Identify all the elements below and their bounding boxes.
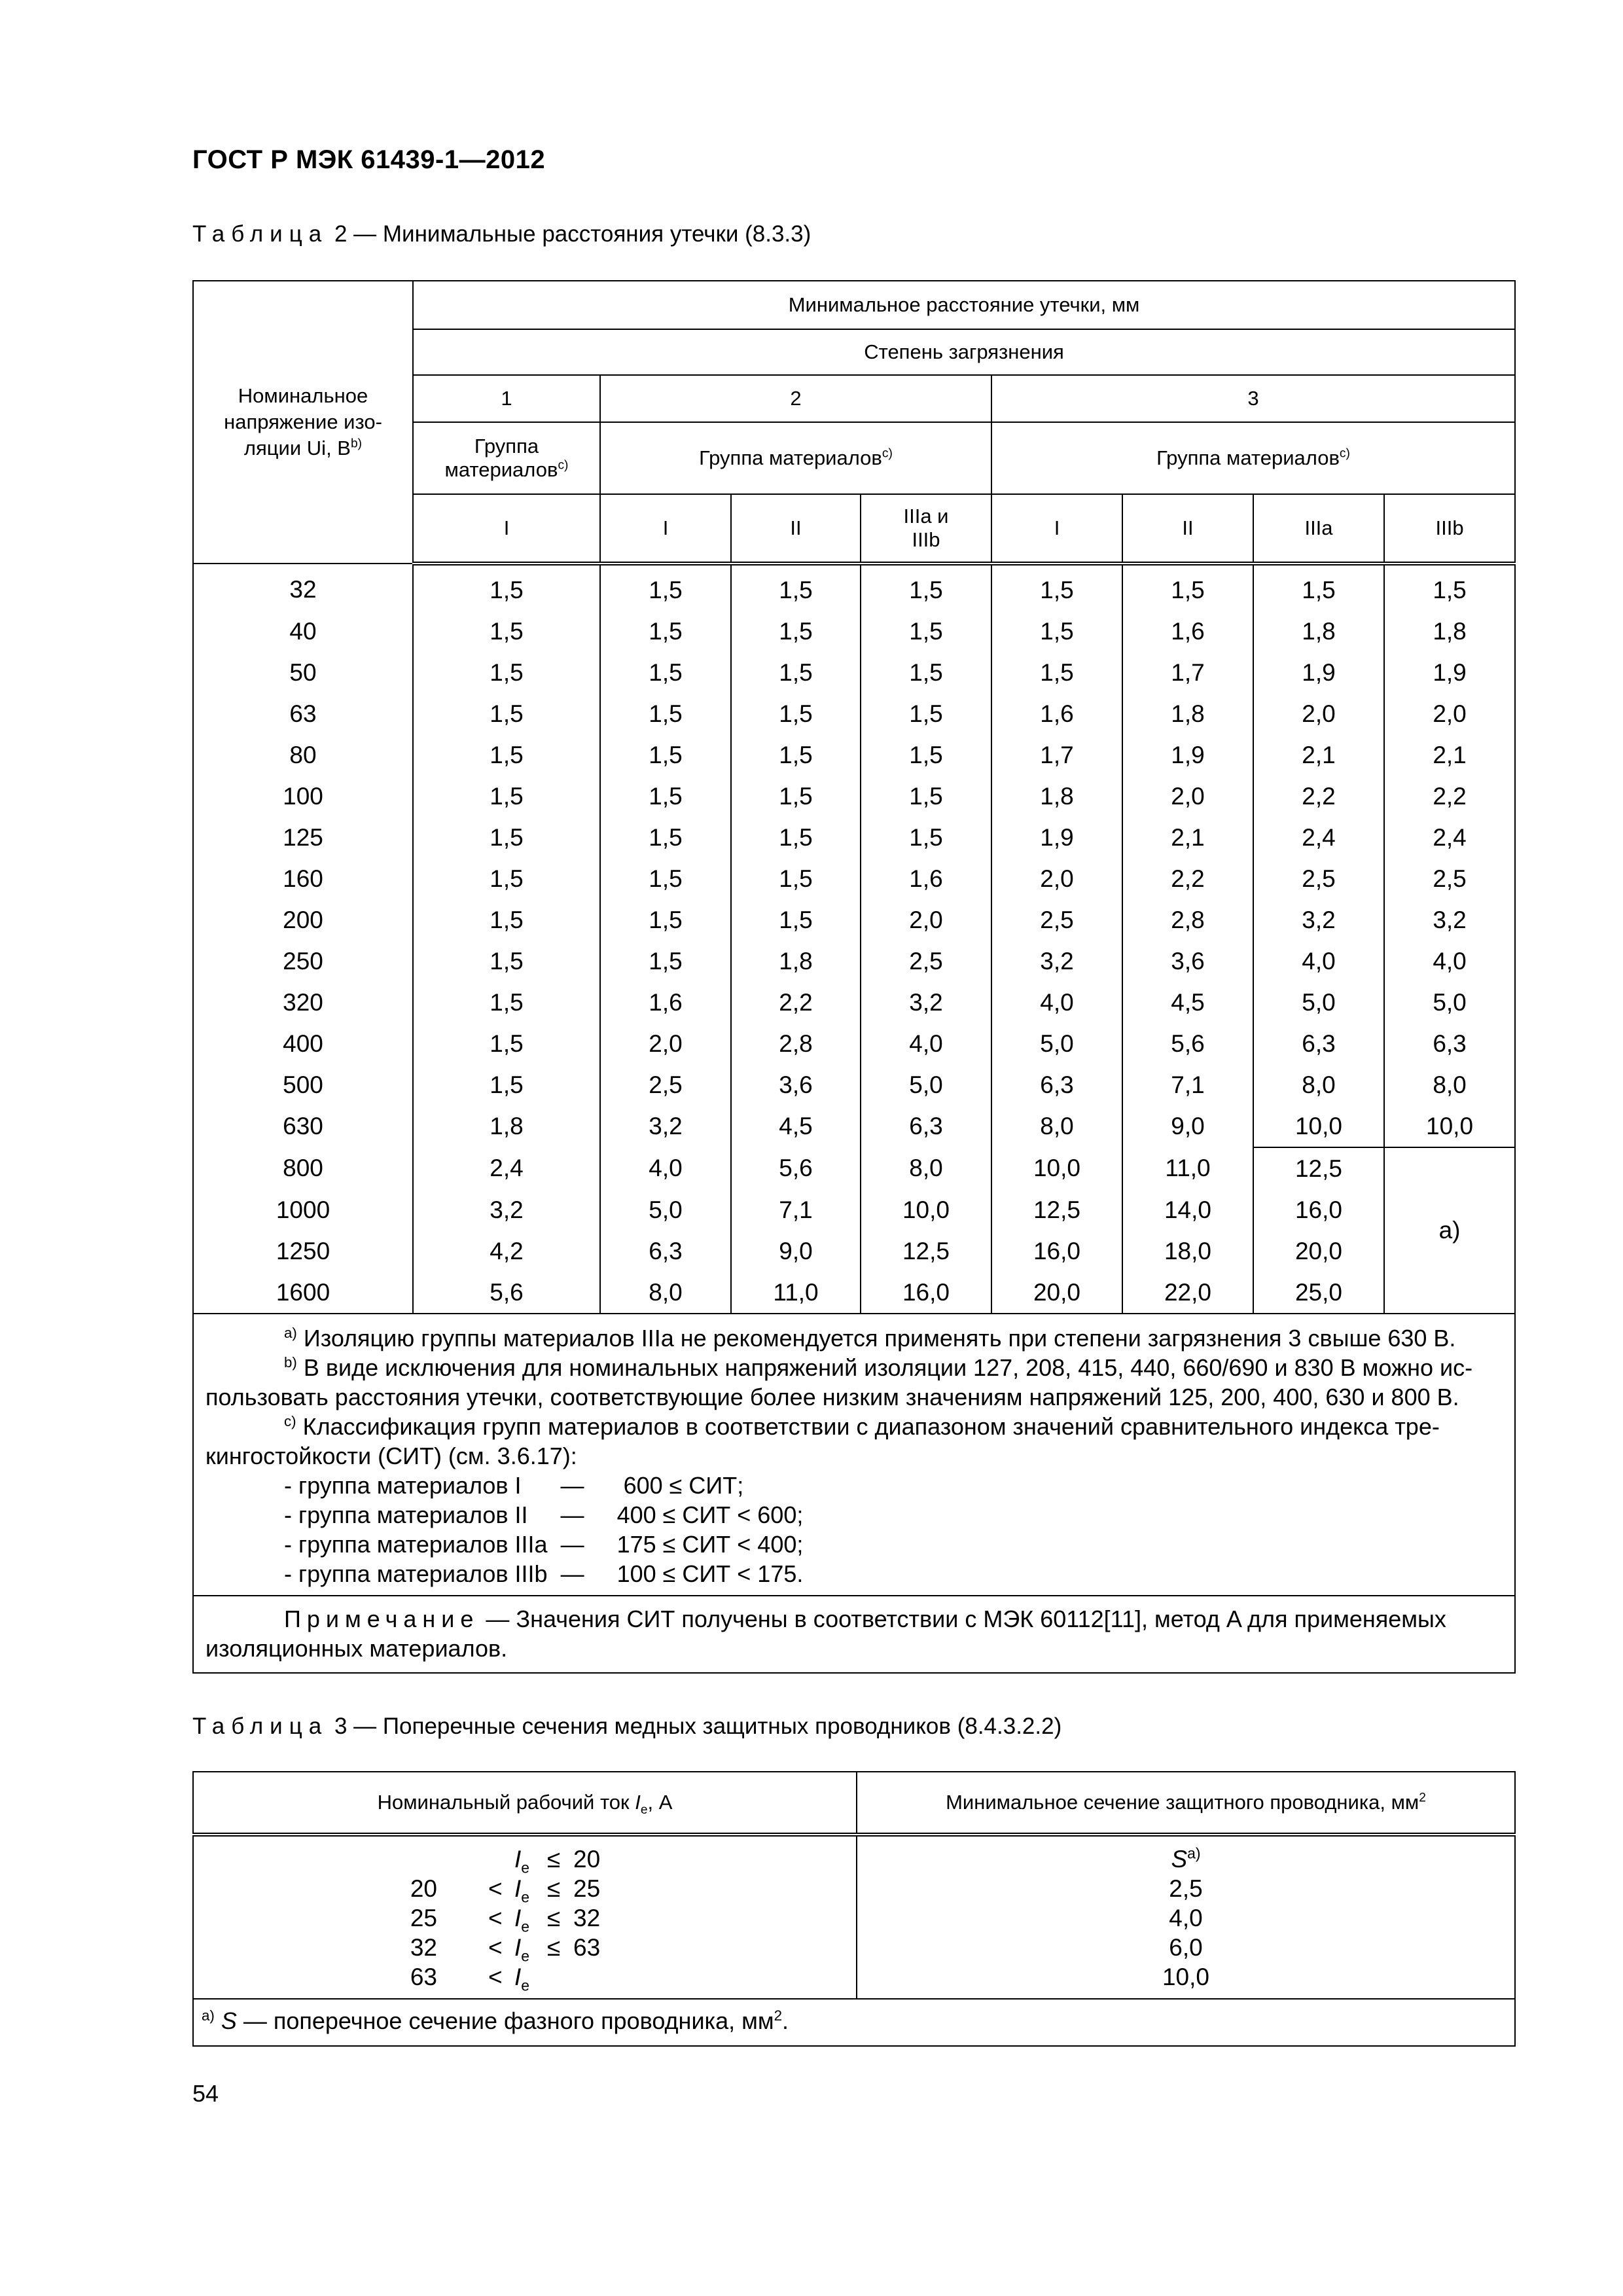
creepage-cell: 5,0 — [1253, 982, 1384, 1023]
note-line1 — [205, 1604, 1503, 1634]
condition-op1: < — [488, 1964, 503, 1990]
creepage-cell: 12,5 — [861, 1230, 991, 1272]
condition-op1: < — [488, 1875, 503, 1902]
current-condition — [194, 1903, 856, 1933]
creepage-cell: 2,2 — [1122, 858, 1253, 899]
creepage-cell: 2,0 — [600, 1023, 731, 1064]
creepage-cell: 1,5 — [861, 776, 991, 817]
header-min-section-sup: 2 — [1419, 1791, 1426, 1805]
creepage-cell: 1,5 — [861, 652, 991, 693]
table2-caption — [192, 221, 811, 247]
voltage-cell: 320 — [193, 982, 413, 1023]
creepage-cell: 4,5 — [731, 1105, 861, 1147]
creepage-cell: 2,4 — [413, 1147, 600, 1189]
creepage-cell: 2,8 — [1122, 899, 1253, 941]
section-value: 6,0 — [1169, 1934, 1203, 1961]
creepage-cell: 22,0 — [1122, 1272, 1253, 1314]
header-rated-current-symbol: I — [635, 1791, 641, 1814]
creepage-cell: 4,0 — [1253, 941, 1384, 982]
row-header-sup: b) — [350, 437, 363, 451]
material-group-item: - группа материалов I — 600 ≤ СИТ; — [284, 1472, 744, 1499]
creepage-cell: 1,5 — [600, 858, 731, 899]
creepage-cell: 11,0 — [1122, 1147, 1253, 1189]
creepage-cell: 4,0 — [600, 1147, 731, 1189]
row-header-line3: ляции Ui, В — [243, 437, 351, 459]
table3-footnote-sup: a) — [202, 2007, 215, 2024]
voltage-cell: 400 — [193, 1023, 413, 1064]
footnote-a — [205, 1323, 1503, 1353]
creepage-cell: 2,4 — [1384, 817, 1515, 858]
header-min-creepage: Минимальное расстояние утечки, мм — [413, 281, 1515, 329]
creepage-cell: 3,6 — [1122, 941, 1253, 982]
creepage-cell: 5,0 — [861, 1064, 991, 1105]
condition-symbol — [514, 1903, 529, 1933]
creepage-cell: 8,0 — [1384, 1064, 1515, 1105]
creepage-cell: 3,2 — [600, 1105, 731, 1147]
condition-lower: 25 — [410, 1905, 437, 1931]
creepage-cell: 1,5 — [600, 564, 731, 611]
creepage-cell: 14,0 — [1122, 1189, 1253, 1230]
table-row — [193, 1147, 1515, 1189]
voltage-cell: 1600 — [193, 1272, 413, 1314]
creepage-cell: 7,1 — [731, 1189, 861, 1230]
creepage-cell: 1,5 — [731, 817, 861, 858]
creepage-cell: 10,0 — [861, 1189, 991, 1230]
creepage-cell: 1,9 — [1253, 652, 1384, 693]
footnote-c-text1: Классификация групп материалов в соответствии с диапазоном значений сравнительного индекса тре- — [296, 1413, 1440, 1440]
voltage-cell: 250 — [193, 941, 413, 982]
header-group-p3 — [991, 422, 1515, 494]
condition-lower: 32 — [410, 1934, 437, 1961]
creepage-cell: 1,5 — [600, 817, 731, 858]
header-pollution-3: 3 — [991, 375, 1515, 422]
condition-symbol — [514, 1933, 530, 1965]
creepage-cell: 4,2 — [413, 1230, 600, 1272]
creepage-cell: 1,5 — [600, 776, 731, 817]
creepage-cell: 8,0 — [991, 1105, 1122, 1147]
creepage-cell: 1,5 — [731, 564, 861, 611]
header-pollution-2: 2 — [600, 375, 991, 422]
condition-op1: < — [488, 1934, 503, 1961]
subcol-p2-IIIab-line1: IIIa и — [903, 505, 949, 528]
creepage-cell: 1,5 — [600, 734, 731, 776]
creepage-cell: 11,0 — [731, 1272, 861, 1314]
table-row — [193, 1105, 1515, 1147]
creepage-cell: 2,2 — [731, 982, 861, 1023]
merged-footnote-cell: a) — [1384, 1147, 1515, 1314]
creepage-cell: 1,6 — [600, 982, 731, 1023]
condition-symbol-sub: e — [521, 1918, 530, 1935]
creepage-cell: 1,5 — [861, 693, 991, 734]
material-group-item: - группа материалов IIIa — 175 ≤ СИТ < 400; — [284, 1531, 804, 1558]
creepage-cell: 1,6 — [1122, 611, 1253, 652]
creepage-cell: 1,5 — [413, 693, 600, 734]
voltage-cell: 1250 — [193, 1230, 413, 1272]
current-condition — [194, 1962, 856, 1992]
header-rated-current-unit: , А — [647, 1791, 673, 1814]
creepage-cell: 10,0 — [1384, 1105, 1515, 1147]
creepage-cell: 1,5 — [413, 652, 600, 693]
creepage-cell: 1,5 — [413, 899, 600, 941]
creepage-cell: 1,5 — [413, 817, 600, 858]
creepage-cell: 1,5 — [861, 611, 991, 652]
voltage-cell: 80 — [193, 734, 413, 776]
creepage-cell: 1,5 — [413, 982, 600, 1023]
creepage-cell: 16,0 — [1253, 1189, 1384, 1230]
table3-footnote-S: S — [221, 2007, 237, 2034]
creepage-cell: 3,2 — [861, 982, 991, 1023]
creepage-cell: 1,5 — [413, 1064, 600, 1105]
creepage-cell: 1,5 — [731, 734, 861, 776]
voltage-cell: 630 — [193, 1105, 413, 1147]
creepage-cell: 4,0 — [1384, 941, 1515, 982]
group-p2-label: Группа материалов — [699, 446, 882, 469]
table3-footnote-end: . — [782, 2007, 789, 2034]
section-value-S-sup: a) — [1187, 1844, 1201, 1862]
current-condition — [194, 1933, 856, 1965]
condition-symbol-I: I — [514, 1934, 522, 1961]
creepage-cell: 6,3 — [861, 1105, 991, 1147]
table-row — [193, 1023, 1515, 1064]
creepage-cell: 1,5 — [731, 693, 861, 734]
subcol-p2-IIIab-line2: IIIb — [912, 528, 940, 551]
creepage-cell: 1,5 — [991, 652, 1122, 693]
subcol-p3-II: II — [1122, 494, 1253, 564]
subcol-p1-I: I — [413, 494, 600, 564]
subcol-p3-IIIb: IIIb — [1384, 494, 1515, 564]
voltage-cell: 160 — [193, 858, 413, 899]
condition-op2: ≤ — [547, 1846, 561, 1873]
condition-op2: ≤ — [547, 1905, 561, 1931]
material-group-item: - группа материалов II — 400 ≤ СИТ < 600; — [284, 1501, 804, 1528]
table3-footnote-sup2: 2 — [774, 2007, 783, 2024]
voltage-cell: 1000 — [193, 1189, 413, 1230]
subcol-p2-I: I — [600, 494, 731, 564]
section-value: 2,5 — [1169, 1875, 1203, 1902]
footnote-c-sup: c) — [284, 1413, 296, 1429]
row-header-voltage — [193, 281, 413, 564]
creepage-cell: 2,4 — [1253, 817, 1384, 858]
header-rated-current-text: Номинальный рабочий ток — [377, 1791, 635, 1814]
creepage-cell: 1,5 — [861, 817, 991, 858]
creepage-cell: 1,5 — [413, 1023, 600, 1064]
row-header-line1: Номинальное — [238, 384, 368, 407]
voltage-cell: 40 — [193, 611, 413, 652]
creepage-cell: 12,5 — [1253, 1147, 1384, 1189]
creepage-cell: 6,3 — [991, 1064, 1122, 1105]
table3-caption-label: Таблица — [192, 1713, 329, 1739]
creepage-cell: 5,6 — [1122, 1023, 1253, 1064]
creepage-cell: 4,0 — [861, 1023, 991, 1064]
table2-note — [193, 1596, 1515, 1673]
section-value-S: S — [1171, 1846, 1188, 1873]
subcol-p2-IIIab — [861, 494, 991, 564]
table2-body — [193, 564, 1515, 1314]
creepage-cell: 3,2 — [1253, 899, 1384, 941]
footnote-b-cont: пользовать расстояния утечки, соответствующие более низким значениям напряжений 125, 200, 400, 630 и 800 В. — [205, 1384, 1459, 1410]
table3-footnote — [193, 1999, 1515, 2046]
creepage-cell: 3,6 — [731, 1064, 861, 1105]
voltage-cell: 125 — [193, 817, 413, 858]
table2-caption-text: 2 — Минимальные расстояния утечки (8.3.3) — [328, 221, 812, 247]
table-row — [193, 899, 1515, 941]
creepage-cell: 8,0 — [1253, 1064, 1384, 1105]
condition-symbol-sub: e — [521, 1947, 530, 1965]
section-value: 4,0 — [1169, 1905, 1203, 1931]
creepage-cell: 5,0 — [991, 1023, 1122, 1064]
creepage-cell: 1,5 — [731, 652, 861, 693]
creepage-cell: 1,5 — [1253, 564, 1384, 611]
creepage-cell: 2,8 — [731, 1023, 861, 1064]
condition-upper: 20 — [573, 1846, 601, 1873]
creepage-cell: 2,0 — [1384, 693, 1515, 734]
note-text1: — Значения СИТ получены в соответствии с МЭК 60112[11], метод A для применяемых — [479, 1605, 1446, 1632]
condition-op1: < — [488, 1905, 503, 1931]
header-pollution-degree: Степень загрязнения — [413, 329, 1515, 375]
condition-symbol-sub: e — [521, 1977, 530, 1994]
condition-symbol-sub: e — [521, 1888, 530, 1906]
current-conditions — [193, 1835, 857, 1999]
table-row — [193, 776, 1515, 817]
creepage-cell: 18,0 — [1122, 1230, 1253, 1272]
condition-symbol-sub: e — [521, 1859, 530, 1876]
group-p1-line2: материалов — [444, 458, 558, 481]
condition-symbol-I: I — [514, 1964, 522, 1990]
creepage-cell: 1,5 — [1122, 564, 1253, 611]
section-value: 10,0 — [1162, 1964, 1209, 1990]
note-line2: изоляционных материалов. — [205, 1635, 508, 1662]
condition-op2: ≤ — [547, 1875, 561, 1902]
creepage-cell: 16,0 — [861, 1272, 991, 1314]
note-label: Примечание — [284, 1605, 480, 1632]
table3-footnote-text: — поперечное сечение фазного проводника, мм — [236, 2007, 774, 2034]
voltage-cell: 500 — [193, 1064, 413, 1105]
creepage-cell: 8,0 — [861, 1147, 991, 1189]
condition-lower: 63 — [410, 1964, 437, 1990]
creepage-cell: 2,1 — [1384, 734, 1515, 776]
condition-upper: 63 — [573, 1934, 601, 1961]
footnote-a-text: Изоляцию группы материалов IIIa не рекомендуется применять при степени загрязнения 3 свыше 630 В. — [296, 1325, 1456, 1352]
header-rated-current-sub: e — [640, 1803, 648, 1818]
header-group-p1 — [413, 422, 600, 494]
creepage-cell: 2,2 — [1253, 776, 1384, 817]
table3-caption — [192, 1713, 1061, 1740]
condition-symbol-I: I — [514, 1905, 522, 1931]
creepage-cell: 6,3 — [1253, 1023, 1384, 1064]
table-row — [193, 982, 1515, 1023]
group-p2-sup: c) — [882, 446, 893, 461]
condition-lower: 20 — [410, 1875, 437, 1902]
creepage-cell: 1,6 — [991, 693, 1122, 734]
condition-upper: 25 — [573, 1875, 601, 1902]
creepage-cell: 2,0 — [861, 899, 991, 941]
table-row — [193, 1189, 1515, 1230]
creepage-cell: 5,0 — [1384, 982, 1515, 1023]
condition-symbol — [514, 1874, 530, 1906]
voltage-cell: 50 — [193, 652, 413, 693]
creepage-cell: 10,0 — [1253, 1105, 1384, 1147]
table3-caption-text: 3 — Поперечные сечения медных защитных проводников (8.4.3.2.2) — [328, 1713, 1062, 1739]
creepage-cell: 20,0 — [991, 1272, 1122, 1314]
table-row — [193, 564, 1515, 611]
creepage-cell: 1,5 — [413, 734, 600, 776]
group-p1-line1: Группа — [474, 435, 539, 457]
creepage-cell: 1,5 — [600, 693, 731, 734]
condition-symbol-I: I — [514, 1846, 522, 1873]
creepage-cell: 1,5 — [413, 941, 600, 982]
header-min-section — [857, 1772, 1515, 1835]
creepage-cell: 2,0 — [1253, 693, 1384, 734]
condition-symbol-I: I — [514, 1875, 522, 1902]
creepage-cell: 1,5 — [600, 941, 731, 982]
creepage-cell: 1,5 — [731, 611, 861, 652]
creepage-cell: 9,0 — [731, 1230, 861, 1272]
creepage-cell: 1,8 — [731, 941, 861, 982]
creepage-cell: 1,5 — [413, 776, 600, 817]
creepage-cell: 5,0 — [600, 1189, 731, 1230]
footnote-b-sup: b) — [284, 1354, 297, 1371]
voltage-cell: 800 — [193, 1147, 413, 1189]
group-p3-label: Группа материалов — [1156, 446, 1340, 469]
table-row — [193, 1064, 1515, 1105]
header-pollution-1: 1 — [413, 375, 600, 422]
table-row — [193, 817, 1515, 858]
creepage-cell: 1,7 — [1122, 652, 1253, 693]
creepage-cell: 1,9 — [1384, 652, 1515, 693]
section-value-first — [857, 1844, 1514, 1874]
creepage-cell: 2,1 — [1122, 817, 1253, 858]
creepage-cell: 1,5 — [731, 899, 861, 941]
creepage-cell: 2,5 — [600, 1064, 731, 1105]
footnote-c-cont: кингостойкости (СИТ) (см. 3.6.17): — [205, 1443, 577, 1469]
creepage-cell: 1,5 — [600, 611, 731, 652]
page-number: 54 — [192, 2080, 219, 2107]
section-values — [857, 1835, 1515, 1999]
creepage-cell: 7,1 — [1122, 1064, 1253, 1105]
creepage-cell: 10,0 — [991, 1147, 1122, 1189]
creepage-cell: 16,0 — [991, 1230, 1122, 1272]
creepage-cell: 1,5 — [991, 611, 1122, 652]
subcol-p2-II: II — [731, 494, 861, 564]
creepage-cell: 1,9 — [1122, 734, 1253, 776]
creepage-cell: 20,0 — [1253, 1230, 1384, 1272]
creepage-cell: 1,5 — [731, 776, 861, 817]
table-row — [193, 1272, 1515, 1314]
current-condition — [194, 1874, 856, 1906]
creepage-cell: 5,6 — [413, 1272, 600, 1314]
footnote-a-sup: a) — [284, 1325, 297, 1341]
creepage-cell: 2,1 — [1253, 734, 1384, 776]
footnote-b-text1: В виде исключения для номинальных напряжений изоляции 127, 208, 415, 440, 660/690 и 830 В можно ис- — [296, 1354, 1473, 1381]
creepage-cell: 5,6 — [731, 1147, 861, 1189]
footnote-b — [205, 1353, 1503, 1382]
group-p3-sup: c) — [1339, 446, 1350, 461]
creepage-cell: 1,9 — [991, 817, 1122, 858]
creepage-cell: 2,5 — [1253, 858, 1384, 899]
subcol-p3-I: I — [991, 494, 1122, 564]
row-header-line2: напряжение изо- — [224, 410, 382, 433]
creepage-cell: 3,2 — [413, 1189, 600, 1230]
creepage-cell: 25,0 — [1253, 1272, 1384, 1314]
document-header: ГОСТ Р МЭК 61439-1—2012 — [192, 145, 546, 174]
subcol-p3-IIIa: IIIa — [1253, 494, 1384, 564]
current-condition — [194, 1844, 856, 1874]
table2-caption-label: Таблица — [192, 221, 329, 247]
creepage-cell: 3,2 — [991, 941, 1122, 982]
creepage-cell: 1,8 — [1253, 611, 1384, 652]
creepage-cell: 1,8 — [413, 1105, 600, 1147]
creepage-cell: 1,5 — [991, 564, 1122, 611]
creepage-cell: 1,8 — [991, 776, 1122, 817]
creepage-cell: 1,6 — [861, 858, 991, 899]
creepage-cell: 6,3 — [600, 1230, 731, 1272]
header-min-section-text: Минимальное сечение защитного проводника, мм — [946, 1791, 1419, 1814]
table-row — [193, 941, 1515, 982]
table-row — [193, 734, 1515, 776]
creepage-cell: 12,5 — [991, 1189, 1122, 1230]
table-row — [193, 611, 1515, 652]
voltage-cell: 200 — [193, 899, 413, 941]
voltage-cell: 100 — [193, 776, 413, 817]
creepage-cell: 4,0 — [991, 982, 1122, 1023]
creepage-cell: 2,5 — [861, 941, 991, 982]
creepage-cell: 1,5 — [413, 858, 600, 899]
table-row — [193, 652, 1515, 693]
creepage-cell: 1,5 — [413, 611, 600, 652]
header-group-p2 — [600, 422, 991, 494]
creepage-cell: 2,5 — [1384, 858, 1515, 899]
table-row — [193, 858, 1515, 899]
group-p1-sup: c) — [558, 458, 569, 473]
creepage-cell: 8,0 — [600, 1272, 731, 1314]
creepage-cell: 2,0 — [1122, 776, 1253, 817]
creepage-cell: 6,3 — [1384, 1023, 1515, 1064]
voltage-cell: 32 — [193, 564, 413, 611]
creepage-cell: 1,5 — [861, 564, 991, 611]
creepage-cell: 1,5 — [731, 858, 861, 899]
table2-creepage-distances — [192, 280, 1516, 1674]
table3-protective-conductors — [192, 1771, 1516, 2047]
voltage-cell: 63 — [193, 693, 413, 734]
creepage-cell: 1,5 — [600, 899, 731, 941]
table-row — [193, 1230, 1515, 1272]
creepage-cell: 2,2 — [1384, 776, 1515, 817]
creepage-cell: 1,5 — [413, 564, 600, 611]
creepage-cell: 9,0 — [1122, 1105, 1253, 1147]
creepage-cell: 3,2 — [1384, 899, 1515, 941]
creepage-cell: 2,0 — [991, 858, 1122, 899]
creepage-cell: 1,5 — [600, 652, 731, 693]
condition-op2: ≤ — [547, 1934, 561, 1961]
creepage-cell: 1,5 — [861, 734, 991, 776]
table2-footnotes — [193, 1314, 1515, 1596]
material-group-item: - группа материалов IIIb — 100 ≤ СИТ < 175. — [284, 1560, 804, 1587]
condition-upper: 32 — [573, 1905, 601, 1931]
creepage-cell: 1,8 — [1122, 693, 1253, 734]
table-row — [193, 693, 1515, 734]
creepage-cell: 1,7 — [991, 734, 1122, 776]
creepage-cell: 4,5 — [1122, 982, 1253, 1023]
creepage-cell: 1,5 — [1384, 564, 1515, 611]
creepage-cell: 2,5 — [991, 899, 1122, 941]
header-rated-current — [193, 1772, 857, 1835]
condition-symbol — [514, 1962, 529, 1992]
footnote-c — [205, 1412, 1503, 1441]
condition-symbol — [514, 1844, 529, 1874]
creepage-cell: 1,8 — [1384, 611, 1515, 652]
